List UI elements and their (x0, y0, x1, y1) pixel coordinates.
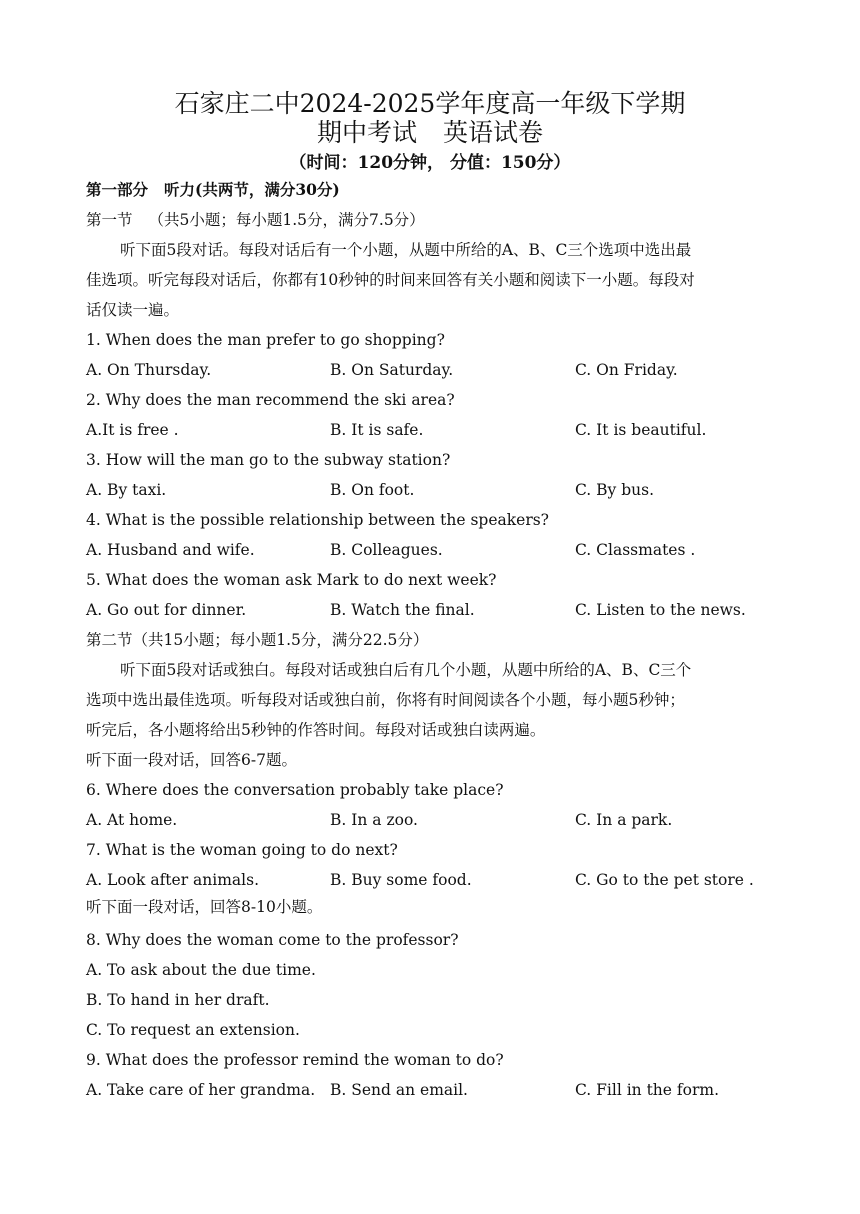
q4-option-c: C. Classmates . (575, 541, 696, 559)
time-score-info: （时间：120分钟， 分值：150分） (289, 153, 571, 173)
section1-instructions-line1: 听下面5段对话。每段对话后有一个小题，从题中所给的A、B、C三个选项中选出最 (120, 241, 692, 259)
q6-option-b: B. In a zoo. (330, 811, 418, 829)
q7-option-c: C. Go to the pet store . (575, 871, 754, 889)
q6-option-c: C. In a park. (575, 811, 673, 829)
section1-instructions-line3: 话仅读一遍。 (86, 301, 180, 319)
question-7: 7. What is the woman going to do next? (86, 841, 398, 859)
section2-instructions-line1: 听下面5段对话或独白。每段对话或独白后有几个小题，从题中所给的A、B、C三个 (120, 661, 692, 679)
q8-option-c: C. To request an extension. (86, 1021, 300, 1039)
question-5: 5. What does the woman ask Mark to do next week? (86, 571, 497, 589)
q9-option-c: C. Fill in the form. (575, 1081, 719, 1099)
q2-option-b: B. It is safe. (330, 421, 424, 439)
q9-option-b: B. Send an email. (330, 1081, 468, 1099)
part1-heading: 第一部分 听力(共两节，满分30分) (86, 180, 340, 199)
question-6: 6. Where does the conversation probably take place? (86, 781, 504, 799)
q7-option-a: A. Look after animals. (86, 871, 259, 889)
q6-option-a: A. At home. (86, 811, 178, 829)
q5-option-c: C. Listen to the news. (575, 601, 746, 619)
q7-option-b: B. Buy some food. (330, 871, 472, 889)
q3-option-c: C. By bus. (575, 481, 655, 499)
exam-title-line1: 石家庄二中2024-2025学年度高一年级下学期 (174, 89, 686, 118)
q4-option-a: A. Husband and wife. (86, 541, 255, 559)
question-8: 8. Why does the woman come to the professor? (86, 931, 459, 949)
q1-option-b: B. On Saturday. (330, 361, 454, 379)
q8-option-b: B. To hand in her draft. (86, 991, 270, 1009)
exam-subject: 英语试卷 (443, 118, 544, 147)
section2-instructions-line3: 听完后，各小题将给出5秒钟的作答时间。每段对话或独白读两遍。 (86, 721, 546, 739)
q1-option-a: A. On Thursday. (86, 361, 212, 379)
q2-option-a: A.It is free . (86, 421, 179, 439)
q5-option-b: B. Watch the final. (330, 601, 475, 619)
q9-option-a: A. Take care of her grandma. (86, 1081, 316, 1099)
q5-option-a: A. Go out for dinner. (86, 601, 247, 619)
q8-option-a: A. To ask about the due time. (86, 961, 316, 979)
exam-type: 期中考试 (316, 118, 417, 147)
question-2: 2. Why does the man recommend the ski area? (86, 391, 455, 409)
q1-option-c: C. On Friday. (575, 361, 678, 379)
section1-instructions-line2: 佳选项。听完每段对话后，你都有10秒钟的时间来回答有关小题和阅读下一小题。每段对 (86, 271, 695, 289)
group-instruction-6-7: 听下面一段对话，回答6-7题。 (86, 751, 297, 769)
q3-option-b: B. On foot. (330, 481, 415, 499)
section1-heading: 第一节 （共5小题；每小题1.5分，满分7.5分） (86, 211, 425, 229)
question-1: 1. When does the man prefer to go shopping? (86, 331, 445, 349)
q4-option-b: B. Colleagues. (330, 541, 443, 559)
section2-instructions-line2: 选项中选出最佳选项。听每段对话或独白前，你将有时间阅读各个小题，每小题5秒钟； (86, 691, 685, 709)
q2-option-c: C. It is beautiful. (575, 421, 707, 439)
section2-heading: 第二节（共15小题；每小题1.5分，满分22.5分） (86, 631, 429, 649)
question-9: 9. What does the professor remind the woman to do? (86, 1051, 504, 1069)
exam-title-line2 (0, 118, 860, 148)
question-3: 3. How will the man go to the subway station? (86, 451, 451, 469)
q3-option-a: A. By taxi. (86, 481, 167, 499)
group-instruction-8-10: 听下面一段对话，回答8-10小题。 (86, 898, 323, 916)
question-4: 4. What is the possible relationship between the speakers? (86, 511, 549, 529)
